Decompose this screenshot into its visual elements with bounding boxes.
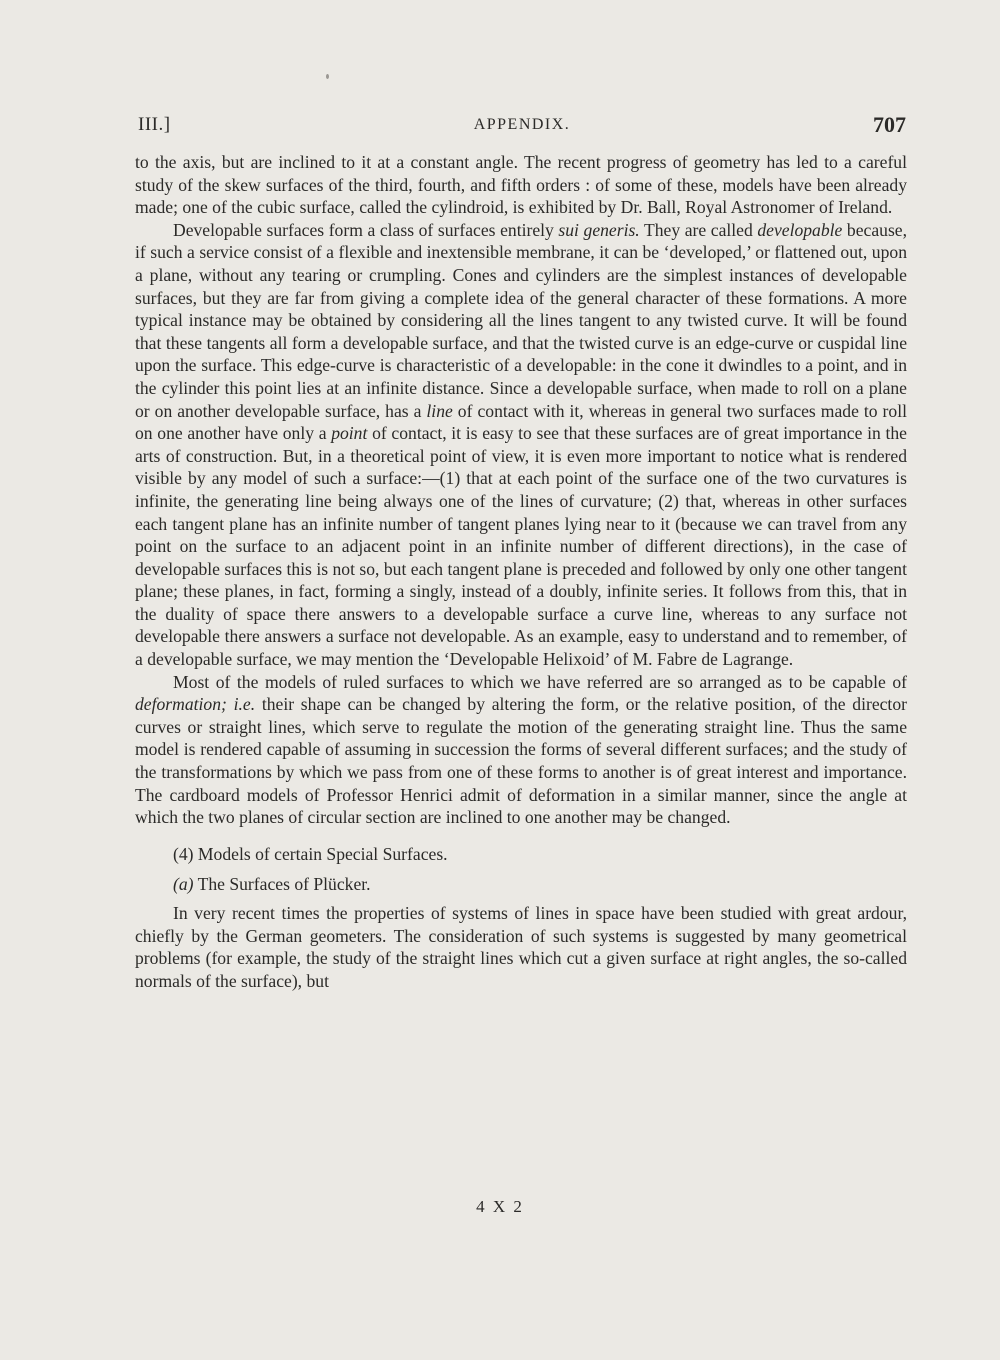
subsection-title: The Surfaces of Plücker.: [193, 874, 371, 895]
text-run: because, if such a service consist of a flexible and inextensible membrane, it can be ‘developed,’ or flattened out, upon a plane, without any tearing or crumpling. Cones and cylinders are the simplest instances of developable surfaces, but they are far from giving a complete idea of the general character of these formations. A more typical instance may be obtained by considering all the lines tangent to any twisted curve. It will be found that these tangents all form a developable surface, and that the twisted curve is an edge-curve or cuspidal line upon the surface. This edge-curve is characteristic of a developable: in the cone it dwindles to a point, and in the cylinder this point lies at an infinite distance. Since a developable surface, when made to roll on a plane or on another developable surface, has a: [135, 219, 907, 421]
paragraph-line-systems: In very recent times the properties of systems of lines in space have been studied with great ardour, chiefly by the German geometers. The consideration of such systems is suggested by many geometrical problems (for example, the study of the straight lines which cut a given surface at right angles, the so-called normals of the surface), but: [135, 903, 907, 991]
page-number: 707: [873, 112, 906, 137]
running-header: [138, 114, 906, 144]
italic-phrase: point: [331, 423, 368, 444]
paragraph-developable-surfaces: [135, 219, 907, 671]
text-run: of contact, it is easy to see that these surfaces are of great importance in the arts of construction. But, in a theoretical point of view, it is even more important to notice what is rendered visible by any model of such a surface:—(1) that at each point of the surface one of the two curvatures is infinite, the generating line being always one of the lines of curvature; (2) that, whereas in other surfaces each tangent plane has an infinite number of tangent planes lying near to it (because we can travel from any point on the surface to an adjacent point in an infinite number of different directions), in the case of developable surfaces this is not so, but each tangent plane is preceded and followed by only one other tangent plane; these planes, in fact, forming a singly, instead of a doubly, infinite series. It follows from this, that in the duality of space there answers to a developable surface a curve line, whereas to any surface not developable there answers a surface not developable. As an example, easy to understand and to remember, of a developable surface, we may mention the ‘Developable Helixoid’ of M. Fabre de Lagrange.: [135, 423, 907, 670]
italic-phrase: developable: [757, 219, 843, 240]
text-run: They are called: [639, 219, 758, 240]
italic-phrase: deformation; i.e.: [135, 694, 256, 715]
running-title: APPENDIX.: [473, 116, 571, 133]
section-heading: (4) Models of certain Special Surfaces.: [173, 843, 448, 864]
body-text: [135, 151, 907, 992]
signature-mark: 4 X 2: [476, 1197, 524, 1216]
subsection-heading: [135, 873, 907, 896]
chapter-marker: III.]: [138, 114, 171, 135]
text-run: Developable surfaces form a class of surfaces entirely: [173, 219, 559, 240]
text-run: their shape can be changed by altering the form, or the relative position, of the director curves or straight lines, which serve to regulate the motion of the generating straight line. Thus the same model is rendered capable of assuming in succession the forms of several different surfaces; and the study of the transformations by which we pass from one of these forms to another is of great interest and importance. The cardboard models of Professor Henrici admit of deformation in a similar manner, since the angle at which the two planes of circular section are inclined to one another may be changed.: [135, 694, 907, 828]
italic-phrase: line: [426, 400, 453, 421]
text-run: Most of the models of ruled surfaces to which we have referred are so arranged as to be capable of: [173, 671, 907, 692]
italic-phrase: sui generis.: [558, 219, 640, 240]
subsection-label: (a): [173, 874, 194, 895]
paragraph-ruled-surfaces: [135, 671, 907, 829]
text-run: of contact with it, whereas in general two surfaces made to roll on one another have only a: [135, 400, 907, 444]
paragraph-continuation: to the axis, but are inclined to it at a constant angle. The recent progress of geometry has led to a careful study of the skew surfaces of the third, fourth, and fifth orders : of some of these, models have been already made; one of the cubic surface, called the cylindroid, is exhibited by Dr. Ball, Royal Astronomer of Ireland.: [135, 152, 907, 218]
paper-speck: [326, 74, 329, 79]
